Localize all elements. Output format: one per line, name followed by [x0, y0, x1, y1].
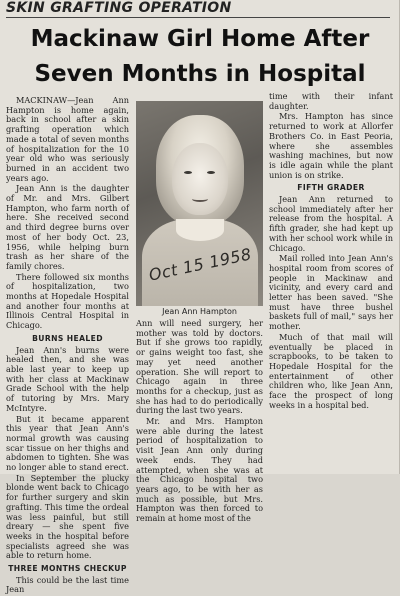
paragraph: But it became apparent this year that Jean Ann's normal growth was causing scar tissue on her thighs and abdomen to tighten. She was no longer able to stand erect.	[6, 413, 129, 473]
photo-face	[172, 143, 228, 215]
paragraph: Jean Ann is the daughter of Mr. and Mrs. Gilbert Hampton, who farm north of here. She received second and third degree burns over most of her body Oct. 23, 1956, while helping burn trash as her share of the family chores.	[6, 183, 129, 271]
subheading: FIFTH GRADER	[297, 183, 365, 193]
paragraph: Ann will need surgery, her mother was told by doctors. But if she grows too rapidly, or gains weight too fast, she may yet need another operation. She will report to Chicago again in three months for a checkup, just as she has had to do periodically during the last two years.	[136, 318, 263, 416]
paragraph: This could be the last time Jean	[6, 574, 129, 595]
photo-collar	[176, 219, 224, 241]
portrait-photo	[136, 101, 263, 306]
kicker-divider	[6, 17, 390, 18]
paragraph: Mr. and Mrs. Hampton were able during the latest period of hospitalization to visit Jean Ann only during week ends. They had attempted, when she was at the Chicago hospital two years ago, to be with her as much as possible, but Mrs. Hampton was then forced to remain at home most of the	[136, 416, 263, 524]
paragraph: time with their infant daughter.	[269, 91, 393, 111]
subheading: BURNS HEALED	[32, 333, 103, 343]
handwritten-date-stamp: Oct 15 1958	[147, 244, 254, 285]
paragraph: Jean Ann returned to school immediately after her release from the hospital. A fifth grader, she had kept up with her school work while in Chicago.	[269, 194, 393, 253]
photo-eye	[184, 171, 192, 174]
photo-mouth	[192, 196, 208, 202]
photo-caption: Jean Ann Hampton	[162, 307, 237, 316]
article-column-3	[269, 92, 393, 412]
paragraph: In September the plucky blonde went back to Chicago for further surgery and skin grafting. This time the ordeal was less painful, but still dreary — she spent five weeks in the hospital before specialists agreed she was able to return home.	[6, 472, 129, 561]
headline-line-2: Seven Months in Hospital	[34, 61, 366, 87]
paragraph: There followed six months of hospitalization, two months at Hopedale Hospital and another four months at Illinois Central Hospital in Chicago.	[6, 271, 129, 331]
headline-line-1: Mackinaw Girl Home After	[30, 26, 370, 52]
paragraph: Much of that mail will eventually be placed in scrapbooks, to be taken to Hopedale Hospital for the entertainment of other children who, like Jean Ann, face the prospect of long weeks in a hospital bed.	[269, 331, 393, 410]
paragraph: MACKINAW—Jean Ann Hampton is home again, back in school after a skin grafting operation which made a total of seven months of hospitalization for the 10 year old who was seriously burned in an accident two years ago.	[6, 95, 129, 183]
kicker-label: SKIN GRAFTING OPERATION	[6, 0, 232, 16]
article-column-2	[136, 319, 263, 525]
paragraph: Jean Ann's burns were healed then, and she was able last year to keep up with her class at Mackinaw Grade School with the help of tutoring by Mrs. Mary McIntyre.	[6, 344, 129, 413]
paragraph: Mrs. Hampton has since returned to work at Allorfer Brothers Co. in East Peoria, where she assembles washing machines, but now is idle again while the plant union is on strike.	[269, 111, 393, 180]
article-column-1	[6, 96, 129, 596]
photo-eye	[207, 171, 215, 174]
paragraph: Mail rolled into Jean Ann's hospital room from scores of people in Mackinaw and vicinity, and every card and letter has been saved. "She must have three bushel baskets full of mail," says her mother.	[269, 253, 393, 332]
subheading: THREE MONTHS CHECKUP	[8, 564, 127, 574]
